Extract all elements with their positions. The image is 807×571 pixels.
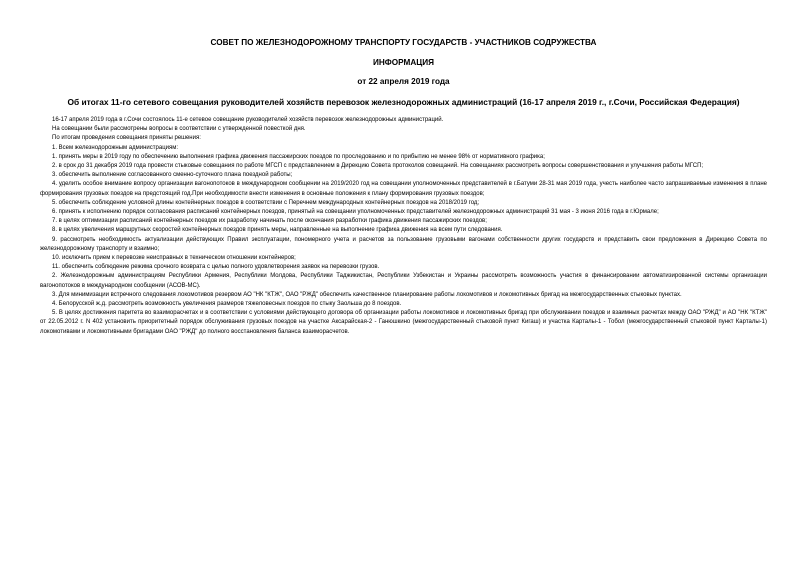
document-type-heading: ИНФОРМАЦИЯ: [373, 58, 434, 67]
paragraph: 2. Железнодорожным администрациям Республики Армения, Республики Молдова, Республики Таджикистан, Республики Узбекистан и Украины рассмотреть возможность участия в финансировании автоматизированной системы организации вагонопотоков в международном сообщении (АСОВ-МС).: [40, 273, 767, 289]
paragraph: 10. исключить прием к перевозке неисправных в техническом отношении контейнеров;: [52, 255, 296, 262]
paragraph: 4. уделить особое внимание вопросу организации вагонопотоков в международном сообщении на 2019/2020 год на совещании уполномоченных представителей в г.Батуми 28-31 мая 2019 года, учесть наиболее часто запрашиваемые изменения в плане формирования грузовых поездов на предстоящий год.При необходимости внести изменения в основные положения к плану формирования грузовых поездов;: [40, 181, 767, 197]
paragraph: 2. в срок до 31 декабря 2019 года провести стыковые совещания по работе МГСП с представлением в Дирекцию Совета протоколов совещаний. На совещаниях рассмотреть вопросы совершенствования и улучшения работы МГСП;: [52, 163, 704, 170]
paragraph: 3. Для минимизации встречного следования локомотивов резервом АО "НК "КТЖ", ОАО "РЖД" обеспечить качественное планирование работы локомотивов и локомотивных бригад на межгосударственных стыковых пунктах.: [52, 291, 682, 298]
paragraph: 9. рассмотреть необходимость актуализации действующих Правил эксплуатации, пономерного учета и расчетов за пользование грузовыми вагонами собственности других государств и представить свои предложения в Дирекцию Совета по железнодорожному транспорту и взаимно;: [40, 236, 767, 252]
paragraph: 5. В целях достижения паритета во взаиморасчетах и в соответствии с условиями действующего договора об организации работы локомотивов и локомотивных бригад при обслуживании поездов и взаимных расчетах между ОАО "РЖД" и АО "НК "КТЖ" от 22.05.2012 г. N 402 установить приоритетный порядок обслуживания грузовых поездов на участке Аксарайская-2 - Ганюшкино (межгосударственный стыковой пункт Кигаш) и участка Карталы-1 - Тобол (межгосударственный стыковой пункт Карталы-1) локомотивами и локомотивными бригадами ОАО "РЖД" до полного восстановления баланса взаиморасчетов.: [40, 310, 767, 335]
paragraph: 4. Белорусской ж.д. рассмотреть возможность увеличения размеров тяжеловесных поездов по стыку Заольша до 8 поездов.: [52, 301, 402, 308]
paragraph: 7. в целях оптимизации расписаний контейнерных поездов их разработку начинать после окончания разработки графика движения пассажирских поездов;: [52, 218, 487, 225]
document-title: Об итогах 11-го сетевого совещания руководителей хозяйств перевозок железнодорожных администраций (16-17 апреля 2019 г., г.Сочи, Российская Федерация): [67, 97, 740, 107]
document-body: [40, 116, 767, 337]
paragraph: 8. в целях увеличения маршрутных скоростей контейнерных поездов принять меры, направленные на выполнение графика движения на всем пути следования.: [52, 227, 503, 234]
paragraph: 11. обеспечить соблюдение режима срочного возврата с целью полного удовлетворения заявок на перевозки грузов.: [52, 264, 380, 271]
paragraph: На совещании были рассмотрены вопросы в соответствии с утвержденной повесткой дня.: [52, 126, 306, 133]
paragraph: 1. Всем железнодорожным администрациям:: [52, 144, 179, 151]
paragraph: 16-17 апреля 2019 года в г.Сочи состоялось 11-е сетевое совещание руководителей хозяйств перевозок железнодорожных администраций.: [52, 117, 444, 123]
paragraph: 6. принять к исполнению порядок согласования расписаний контейнерных поездов, принятый на совещании уполномоченных представителей железнодорожных администраций 31 мая - 3 июня 2016 года в г.Юрмале;: [52, 209, 659, 216]
paragraph: 3. обеспечить выполнение согласованного сменно-суточного плана поездной работы;: [52, 172, 293, 179]
paragraph: 5. обеспечить соблюдение условной длины контейнерных поездов в соответствии с Перечнем международных контейнерных поездов на 2018/2019 год;: [52, 199, 480, 206]
document-date: от 22 апреля 2019 года: [357, 77, 450, 86]
organization-heading: СОВЕТ ПО ЖЕЛЕЗНОДОРОЖНОМУ ТРАНСПОРТУ ГОСУДАРСТВ - УЧАСТНИКОВ СОДРУЖЕСТВА: [210, 38, 597, 47]
paragraph: 1. принять меры в 2019 году по обеспечению выполнения графика движения пассажирских поездов по проследованию и по прибытию не менее 98% от нормативного графика;: [52, 153, 545, 160]
paragraph: По итогам проведения совещания приняты решения:: [52, 135, 201, 142]
